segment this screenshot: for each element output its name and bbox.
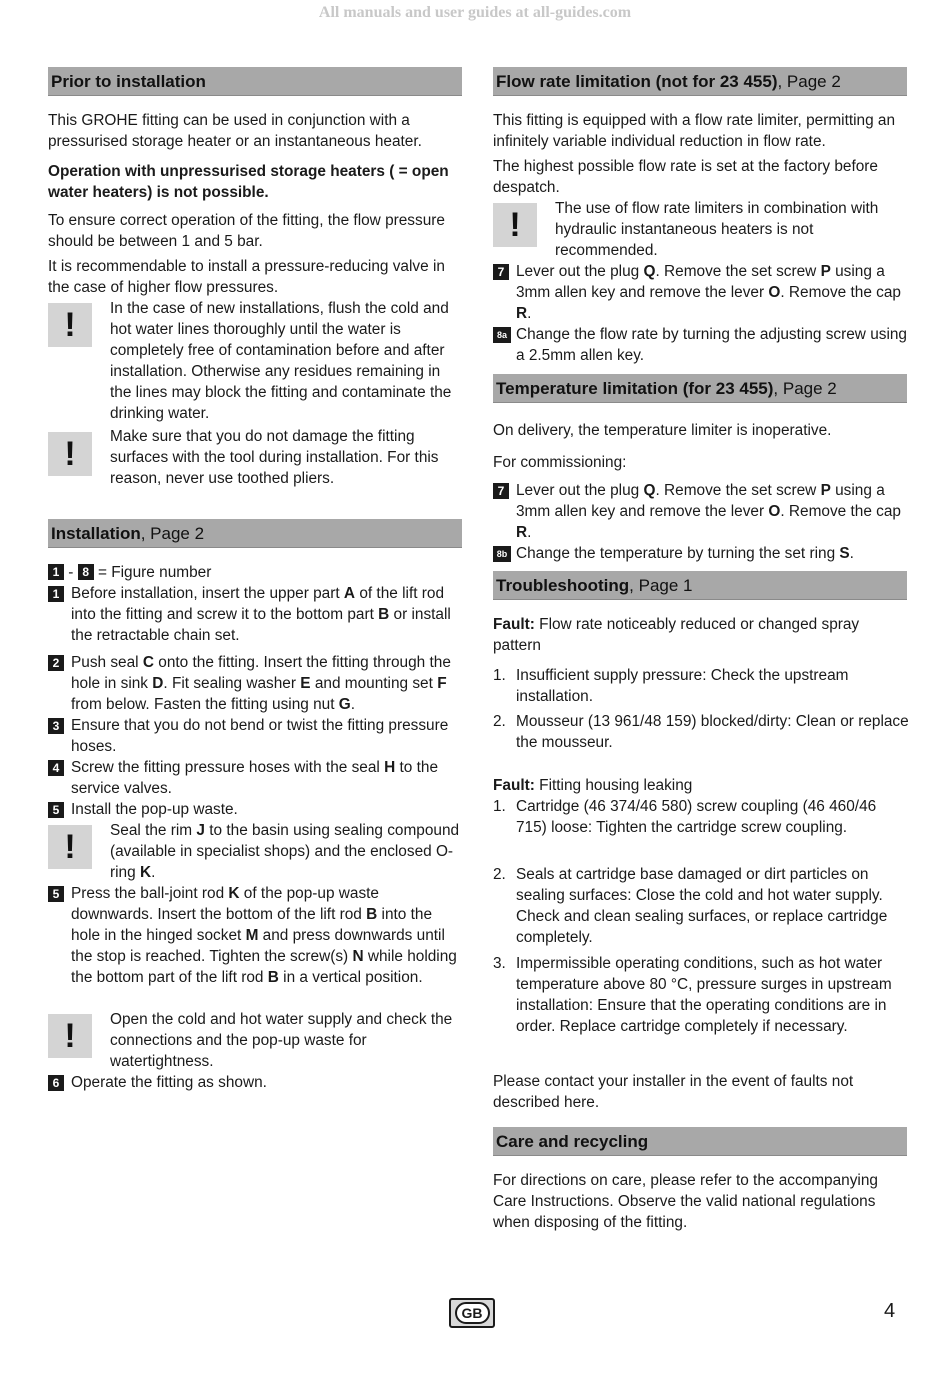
contact-installer: Please contact your installer in the event of faults not described here. — [493, 1073, 854, 1111]
prior-paragraph-2: Operation with unpressurised storage heaters ( = open water heaters) is not possible. — [48, 163, 449, 201]
warning-icon: ! — [493, 203, 537, 247]
care-paragraph: For directions on care, please refer to the accompanying Care Instructions. Observe the valid national regulations when disposing of the fitting. — [493, 1172, 878, 1231]
install-step-4: 4 Screw the fitting pressure hoses with the seal H to the service valves. — [48, 757, 464, 799]
temp-paragraph-1: On delivery, the temperature limiter is inoperative. — [493, 422, 832, 439]
install-step-5b: 5 Press the ball-joint rod K of the pop-up waste downwards. Insert the bottom of the lift rod B into the hole in the hinged socket M and press downwards until the stop is reached. Tighten the screw(s) N while holding the bottom part of the lift rod B in a vertical position. — [48, 883, 464, 988]
section-heading-installation: Installation, Page 2 — [48, 519, 462, 548]
prior-paragraph-4: It is recommendable to install a pressure-reducing valve in the case of higher flow pressures. — [48, 258, 445, 296]
fault-2: Fault: Fitting housing leaking — [493, 777, 693, 794]
install-step-1: 1 Before installation, insert the upper part A of the lift rod into the fitting and screw it to the bottom part B or install the retractable chain set. — [48, 583, 464, 646]
step-badge: 4 — [48, 760, 64, 776]
install-step-3: 3 Ensure that you do not bend or twist the fitting pressure hoses. — [48, 715, 464, 757]
step-badge: 1 — [48, 564, 64, 580]
page-number: 4 — [884, 1300, 896, 1322]
step-badge: 1 — [48, 586, 64, 602]
warning-icon: ! — [48, 1014, 92, 1058]
temp-paragraph-2: For commissioning: — [493, 454, 627, 471]
fault-2-item-1: 1. Cartridge (46 374/46 580) screw coupling (46 460/46 715) loose: Tighten the cartridge screw coupling. — [493, 798, 877, 836]
section-heading-temperature: Temperature limitation (for 23 455), Page 2 — [493, 374, 907, 403]
step-badge: 3 — [48, 718, 64, 734]
section-heading-care: Care and recycling — [493, 1127, 907, 1156]
warning-text-flush: In the case of new installations, flush the cold and hot water lines thoroughly until the water is completely free of contamination before and after installation. Otherwise any residues remaining in the lines may block the fitting and contaminate the drinking water. — [110, 300, 452, 422]
figure-number-legend: 1 - 8 = Figure number — [48, 562, 464, 583]
section-heading-flow: Flow rate limitation (not for 23 455), Page 2 — [493, 67, 907, 96]
fault-1-item-2: 2. Mousseur (13 961/48 159) blocked/dirty: Clean or replace the mousseur. — [493, 713, 909, 751]
flow-paragraph-1: This fitting is equipped with a flow rate limiter, permitting an infinitely variable individual reduction in flow rate. — [493, 112, 896, 150]
fault-2-item-3: 3. Impermissible operating conditions, such as hot water temperature above 80 °C, pressure surges in upstream installation: Ensure that the operating conditions are in order. Replace cartridge completely if necessary. — [493, 955, 892, 1035]
step-badge: 7 — [493, 264, 509, 280]
step-badge: 8 — [78, 564, 94, 580]
watermark: All manuals and user guides at all-guides.com — [318, 4, 632, 21]
prior-paragraph-3: To ensure correct operation of the fitting, the flow pressure should be between 1 and 5 bar. — [48, 212, 445, 250]
step-badge: 2 — [48, 655, 64, 671]
prior-paragraph-1: This GROHE fitting can be used in conjunction with a pressurised storage heater or an instantaneous heater. — [48, 112, 422, 150]
language-badge: GB — [449, 1298, 495, 1328]
temp-step-7: 7 Lever out the plug Q. Remove the set screw P using a 3mm allen key and remove the lever O. Remove the cap R. — [493, 480, 909, 543]
warning-text-watertight: Open the cold and hot water supply and check the connections and the pop-up waste for watertightness. — [110, 1011, 453, 1070]
flow-step-8a: 8a Change the flow rate by turning the adjusting screw using a 2.5mm allen key. — [493, 324, 909, 366]
fault-1-item-1: 1. Insufficient supply pressure: Check the upstream installation. — [493, 667, 849, 705]
warning-text-rim: Seal the rim J to the basin using sealing compound (available in specialist shops) and the enclosed O-ring K. — [110, 822, 460, 881]
install-step-2: 2 Push seal C onto the fitting. Insert the fitting through the hole in sink D. Fit sealing washer E and mounting set F from below. Fasten the fitting using nut G. — [48, 652, 464, 715]
section-heading-prior: Prior to installation — [48, 67, 462, 96]
step-badge: 7 — [493, 483, 509, 499]
warning-text-tool: Make sure that you do not damage the fitting surfaces with the tool during installation. For this reason, never use toothed pliers. — [110, 428, 439, 487]
flow-paragraph-2: The highest possible flow rate is set at the factory before despatch. — [493, 158, 878, 196]
step-badge: 5 — [48, 886, 64, 902]
step-badge: 6 — [48, 1075, 64, 1091]
step-badge: 8b — [493, 546, 511, 562]
fault-1: Fault: Flow rate noticeably reduced or changed spray pattern — [493, 616, 860, 654]
install-step-6: 6 Operate the fitting as shown. — [48, 1072, 464, 1093]
step-badge: 8a — [493, 327, 511, 343]
warning-icon: ! — [48, 303, 92, 347]
section-heading-troubleshooting: Troubleshooting, Page 1 — [493, 571, 907, 600]
temp-step-8b: 8b Change the temperature by turning the set ring S. — [493, 543, 909, 564]
step-badge: 5 — [48, 802, 64, 818]
warning-icon: ! — [48, 825, 92, 869]
install-step-5a: 5 Install the pop-up waste. — [48, 799, 464, 820]
flow-step-7: 7 Lever out the plug Q. Remove the set screw P using a 3mm allen key and remove the lever O. Remove the cap R. — [493, 261, 909, 324]
warning-text-flow-limiter: The use of flow rate limiters in combination with hydraulic instantaneous heaters is not recommended. — [555, 200, 879, 259]
warning-icon: ! — [48, 432, 92, 476]
fault-2-item-2: 2. Seals at cartridge base damaged or dirt particles on sealing surfaces: Close the cold and hot water supply. Check and clean sealing surfaces, or replace cartridge completely. — [493, 866, 888, 946]
